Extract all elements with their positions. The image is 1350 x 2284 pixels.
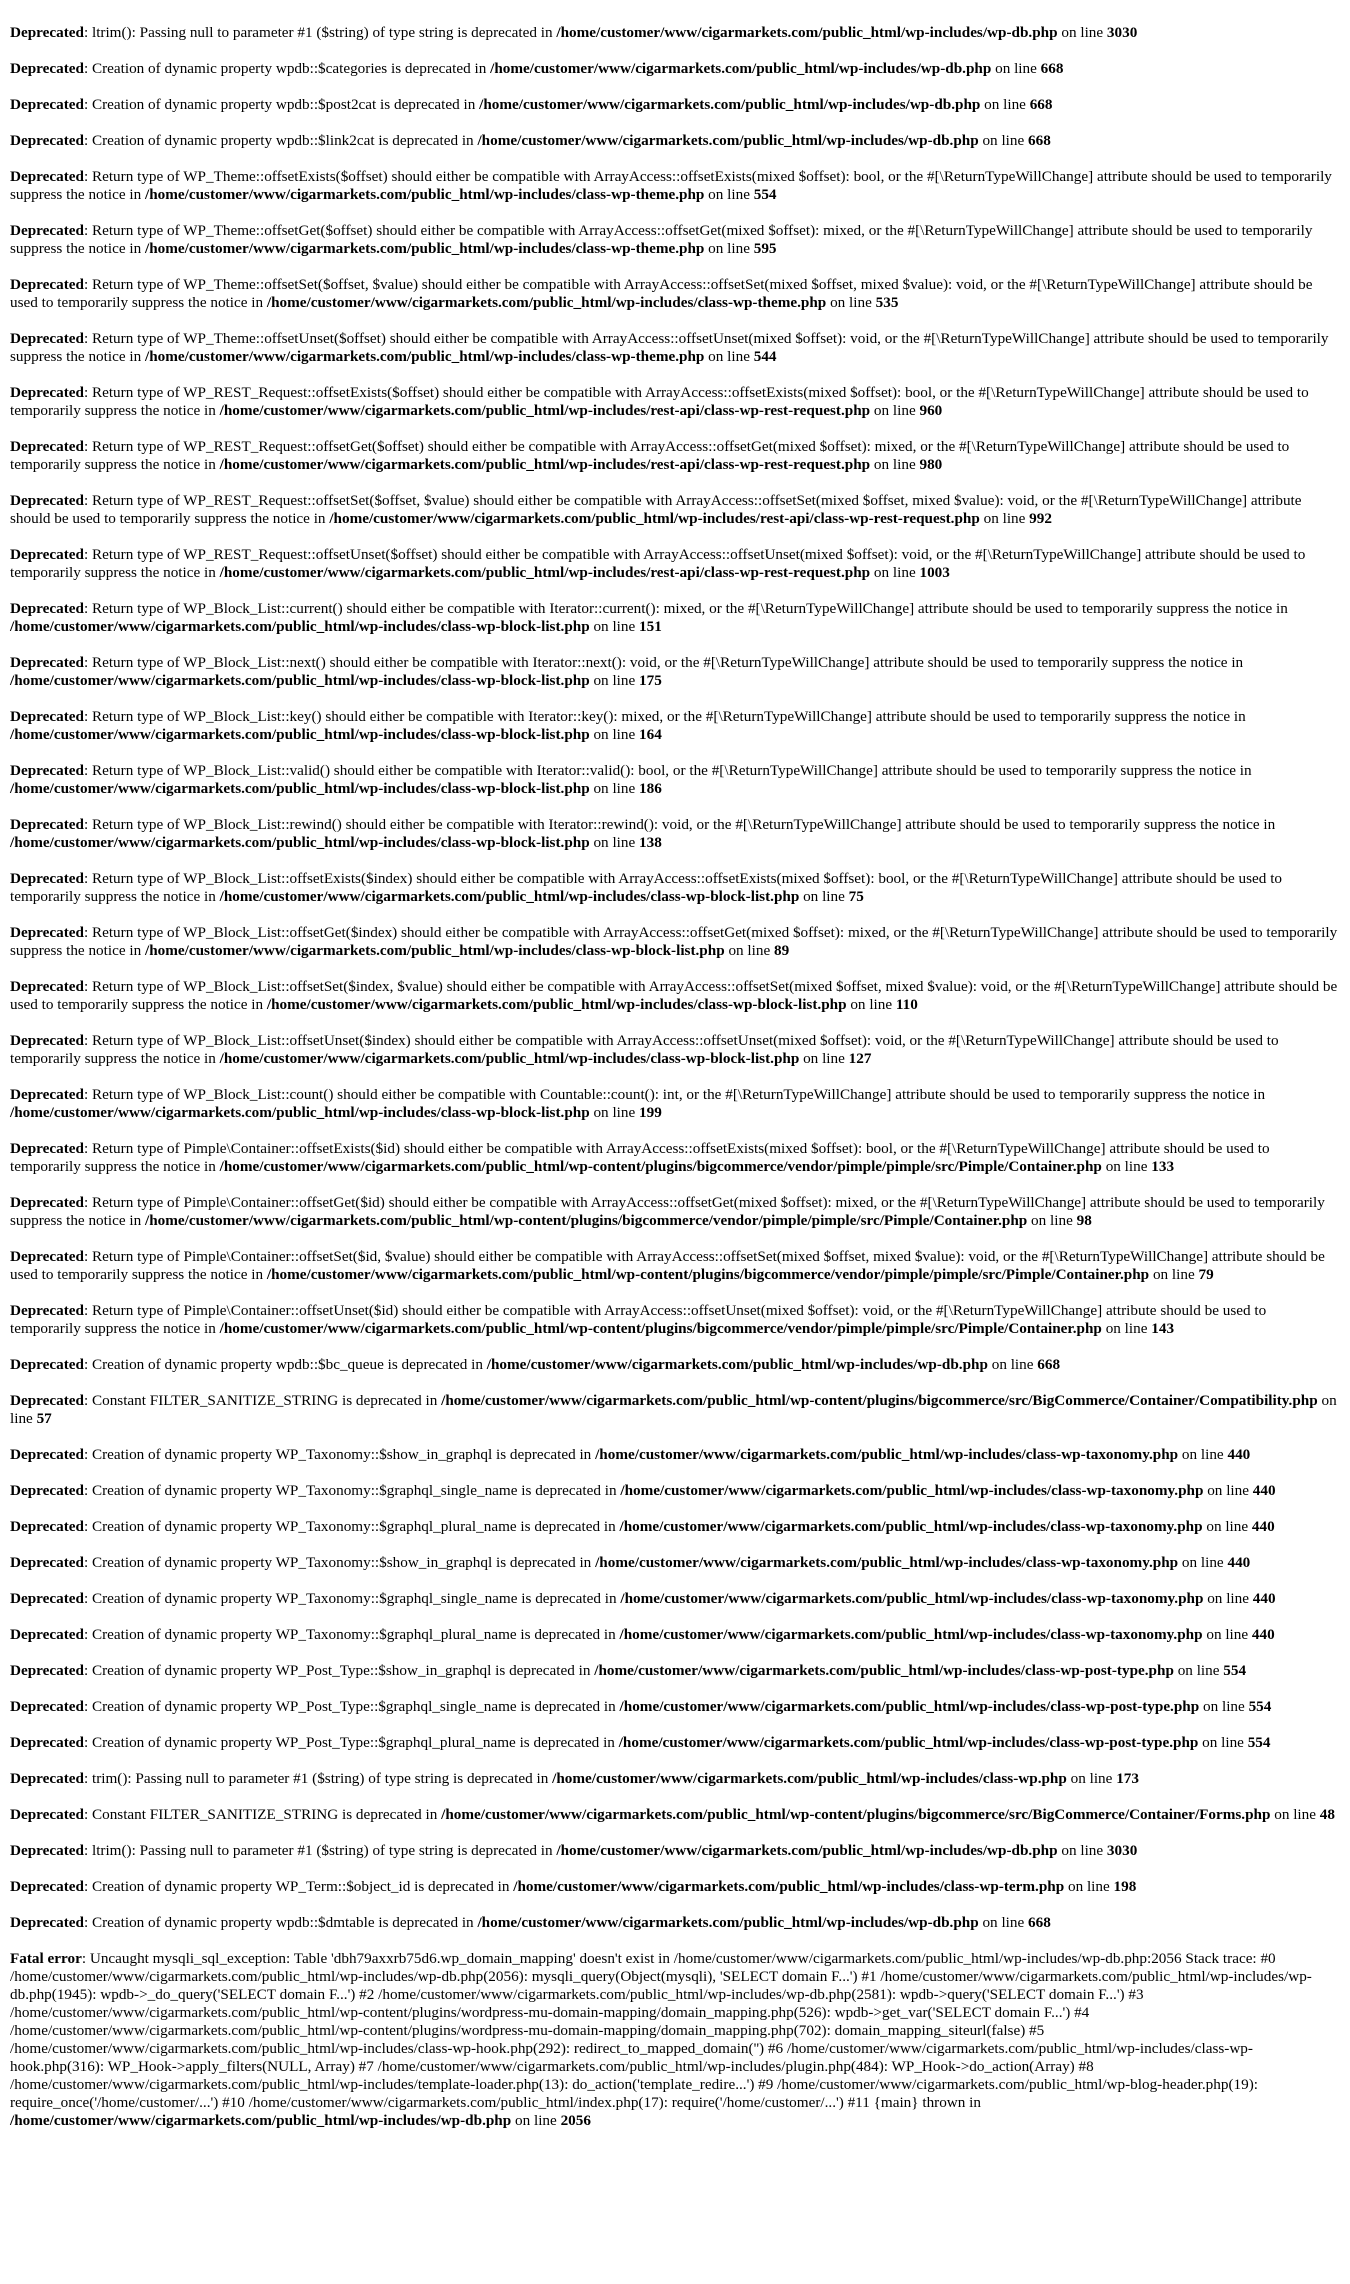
deprecated-message (10, 330, 1340, 366)
line-number: 992 (1029, 510, 1052, 527)
deprecated-message (10, 1194, 1340, 1230)
file-path: /home/customer/www/cigarmarkets.com/public_html/wp-includes/class-wp-block-list.php (10, 834, 590, 851)
on-line-text: on line (991, 1356, 1034, 1373)
deprecated-message (10, 924, 1340, 960)
file-path: /home/customer/www/cigarmarkets.com/public_html/wp-content/plugins/bigcommerce/vendor/pimple/pimple/src/Pimple/Container.php (219, 1320, 1102, 1337)
deprecated-message (10, 1662, 1340, 1680)
line-number: 133 (1151, 1158, 1175, 1175)
deprecated-message (10, 222, 1340, 258)
on-line-text: on line (593, 726, 636, 743)
line-number: 440 (1227, 1554, 1251, 1571)
deprecated-message (10, 1446, 1340, 1464)
line-number: 980 (919, 456, 943, 473)
message-text: : Return type of Pimple\Container::offsetExists($id) should either be compatible with ArrayAccess::offsetExists(mixed $offset): bool, or the #[\ReturnTypeWillChange] attribute should be used to temporarily suppress the notice in (10, 1140, 1270, 1175)
line-number: 440 (1251, 1518, 1275, 1535)
message-type-label: Deprecated (10, 96, 84, 113)
on-line-text: on line (515, 2112, 557, 2129)
file-path: /home/customer/www/cigarmarkets.com/public_html/wp-includes/wp-db.php (556, 24, 1058, 41)
file-path: /home/customer/www/cigarmarkets.com/public_html/wp-includes/class-wp-block-list.php (219, 1050, 800, 1067)
message-text: : Constant FILTER_SANITIZE_STRING is deprecated in (83, 1392, 442, 1409)
file-path: /home/customer/www/cigarmarkets.com/public_html/wp-includes/wp-db.php (477, 1914, 979, 1931)
message-text: : Return type of WP_Block_List::offsetSet($index, $value) should either be compatible with ArrayAccess::offsetSet(mixed $offset, mixed $value): void, or the #[\ReturnTypeWillChange] attribute should be used to temporarily suppress the notice in (10, 978, 1338, 1013)
file-path: /home/customer/www/cigarmarkets.com/public_html/wp-includes/wp-db.php (10, 2112, 512, 2129)
on-line-text: on line (1067, 1878, 1110, 1895)
line-number: 554 (1248, 1698, 1272, 1715)
on-line-text: on line (1061, 24, 1104, 41)
message-text: : Return type of WP_REST_Request::offsetSet($offset, $value) should either be compatible with ArrayAccess::offsetSet(mixed $offset, mixed $value): void, or the #[\ReturnTypeWillChange] attribute should be used to temporarily suppress the notice in (10, 492, 1302, 527)
on-line-text: on line (1274, 1806, 1316, 1823)
message-type-label: Deprecated (10, 708, 84, 725)
file-path: /home/customer/www/cigarmarkets.com/public_html/wp-includes/rest-api/class-wp-rest-request.php (219, 564, 871, 581)
deprecated-message (10, 816, 1340, 852)
line-number: 960 (919, 402, 943, 419)
deprecated-message (10, 1770, 1340, 1788)
message-type-label: Fatal error (10, 1950, 82, 1967)
line-number: 75 (848, 888, 864, 905)
on-line-text: on line (728, 942, 771, 959)
on-line-text: on line (708, 240, 750, 257)
file-path: /home/customer/www/cigarmarkets.com/public_html/wp-includes/class-wp-taxonomy.php (619, 1626, 1203, 1643)
file-path: /home/customer/www/cigarmarkets.com/public_html/wp-content/plugins/bigcommerce/vendor/pimple/pimple/src/Pimple/Container.php (266, 1266, 1150, 1283)
line-number: 175 (639, 672, 662, 689)
deprecated-message (10, 1392, 1340, 1428)
message-text: : Creation of dynamic property WP_Taxonomy::$graphql_single_name is deprecated in (83, 1590, 621, 1607)
file-path: /home/customer/www/cigarmarkets.com/public_html/wp-includes/class-wp-block-list.php (10, 672, 590, 689)
on-line-text: on line (593, 780, 636, 797)
deprecated-message (10, 1590, 1340, 1608)
file-path: /home/customer/www/cigarmarkets.com/public_html/wp-includes/class-wp.php (552, 1770, 1067, 1787)
message-text: : Return type of WP_Theme::offsetUnset($offset) should either be compatible with ArrayAccess::offsetUnset(mixed $offset): void, or the #[\ReturnTypeWillChange] attribute should be used to temporarily suppress the notice in (10, 330, 1329, 365)
deprecated-message (10, 708, 1340, 744)
message-type-label: Deprecated (10, 978, 84, 995)
on-line-text: on line (1105, 1158, 1148, 1175)
message-type-label: Deprecated (10, 438, 84, 455)
message-text: : Creation of dynamic property wpdb::$post2cat is deprecated in (83, 96, 480, 113)
file-path: /home/customer/www/cigarmarkets.com/public_html/wp-includes/class-wp-post-type.php (619, 1698, 1200, 1715)
line-number: 3030 (1106, 1842, 1138, 1859)
on-line-text: on line (10, 1392, 1337, 1427)
line-number: 186 (639, 780, 662, 797)
file-path: /home/customer/www/cigarmarkets.com/public_html/wp-includes/class-wp-theme.php (144, 348, 705, 365)
on-line-text: on line (995, 60, 1037, 77)
deprecated-message (10, 492, 1340, 528)
message-type-label: Deprecated (10, 1194, 84, 1211)
line-number: 535 (875, 294, 899, 311)
message-text: : Creation of dynamic property wpdb::$link2cat is deprecated in (83, 132, 478, 149)
line-number: 668 (1040, 60, 1064, 77)
deprecated-message (10, 762, 1340, 798)
on-line-text: on line (593, 672, 636, 689)
line-number: 110 (895, 996, 918, 1013)
on-line-text: on line (1181, 1554, 1224, 1571)
line-number: 668 (1029, 96, 1053, 113)
deprecated-message (10, 1914, 1340, 1932)
message-text: : Creation of dynamic property WP_Taxonomy::$graphql_plural_name is deprecated in (83, 1626, 620, 1643)
line-number: 199 (639, 1104, 662, 1121)
message-text: : Return type of WP_REST_Request::offsetUnset($offset) should either be compatible with ArrayAccess::offsetUnset(mixed $offset): void, or the #[\ReturnTypeWillChange] attribute should be used to temporarily suppress the notice in (10, 546, 1306, 581)
file-path: /home/customer/www/cigarmarkets.com/public_html/wp-includes/class-wp-theme.php (266, 294, 827, 311)
file-path: /home/customer/www/cigarmarkets.com/public_html/wp-includes/class-wp-term.php (513, 1878, 1065, 1895)
deprecated-message (10, 1302, 1340, 1338)
file-path: /home/customer/www/cigarmarkets.com/public_html/wp-content/plugins/bigcommerce/src/BigCommerce/Container/Compatibility.php (441, 1392, 1318, 1409)
message-type-label: Deprecated (10, 654, 84, 671)
file-path: /home/customer/www/cigarmarkets.com/public_html/wp-includes/class-wp-theme.php (144, 186, 705, 203)
on-line-text: on line (873, 456, 916, 473)
deprecated-message (10, 60, 1340, 78)
on-line-text: on line (873, 402, 916, 419)
line-number: 440 (1252, 1482, 1276, 1499)
line-number: 127 (848, 1050, 872, 1067)
message-type-label: Deprecated (10, 384, 84, 401)
line-number: 668 (1028, 132, 1051, 149)
message-text: : trim(): Passing null to parameter #1 ($string) of type string is deprecated in (83, 1770, 553, 1787)
message-type-label: Deprecated (10, 1734, 84, 1751)
deprecated-message (10, 1842, 1340, 1860)
message-type-label: Deprecated (10, 1302, 84, 1319)
on-line-text: on line (1203, 1698, 1245, 1715)
deprecated-message (10, 600, 1340, 636)
message-text: : Creation of dynamic property wpdb::$dmtable is deprecated in (83, 1914, 478, 1931)
deprecated-message (10, 96, 1340, 114)
on-line-text: on line (850, 996, 893, 1013)
message-type-label: Deprecated (10, 1356, 84, 1373)
deprecated-message (10, 1356, 1340, 1374)
on-line-text: on line (1152, 1266, 1195, 1283)
deprecated-message (10, 546, 1340, 582)
on-line-text: on line (1031, 1212, 1073, 1229)
line-number: 57 (36, 1410, 52, 1427)
fatal-error-message (10, 1950, 1340, 2130)
message-text: : Return type of WP_Theme::offsetSet($offset, $value) should either be compatible with ArrayAccess::offsetSet(mixed $offset, mixed $value): void, or the #[\ReturnTypeWillChange] attribute should be used to temporarily suppress the notice in (10, 276, 1313, 311)
deprecated-message (10, 1086, 1340, 1122)
message-text: : Creation of dynamic property WP_Post_Type::$show_in_graphql is deprecated in (83, 1662, 595, 1679)
file-path: /home/customer/www/cigarmarkets.com/public_html/wp-includes/class-wp-block-list.php (266, 996, 847, 1013)
file-path: /home/customer/www/cigarmarkets.com/public_html/wp-includes/class-wp-taxonomy.php (595, 1554, 1179, 1571)
deprecated-message (10, 1626, 1340, 1644)
message-type-label: Deprecated (10, 1248, 84, 1265)
on-line-text: on line (1207, 1590, 1249, 1607)
line-number: 198 (1113, 1878, 1137, 1895)
line-number: 143 (1151, 1320, 1175, 1337)
message-type-label: Deprecated (10, 1914, 84, 1931)
deprecated-message (10, 438, 1340, 474)
file-path: /home/customer/www/cigarmarkets.com/public_html/wp-includes/class-wp-block-list.php (10, 726, 590, 743)
deprecated-message (10, 276, 1340, 312)
message-text: : Return type of Pimple\Container::offsetUnset($id) should either be compatible with ArrayAccess::offsetUnset(mixed $offset): void, or the #[\ReturnTypeWillChange] attribute should be used to temporarily suppress the notice in (10, 1302, 1267, 1337)
line-number: 544 (753, 348, 777, 365)
line-number: 554 (1247, 1734, 1271, 1751)
file-path: /home/customer/www/cigarmarkets.com/public_html/wp-includes/class-wp-taxonomy.php (619, 1518, 1203, 1535)
on-line-text: on line (1105, 1320, 1148, 1337)
message-text: : Creation of dynamic property WP_Taxonomy::$show_in_graphql is deprecated in (83, 1554, 596, 1571)
on-line-text: on line (1206, 1518, 1249, 1535)
line-number: 164 (639, 726, 662, 743)
message-text: : Return type of WP_REST_Request::offsetExists($offset) should either be compatible with ArrayAccess::offsetExists(mixed $offset): bool, or the #[\ReturnTypeWillChange] attribute should be used to temporarily suppress the notice in (10, 384, 1309, 419)
on-line-text: on line (982, 132, 1025, 149)
message-type-label: Deprecated (10, 492, 84, 509)
deprecated-message (10, 1698, 1340, 1716)
message-type-label: Deprecated (10, 1554, 84, 1571)
on-line-text: on line (1202, 1734, 1244, 1751)
deprecated-message (10, 24, 1340, 42)
message-text: : Return type of WP_Block_List::offsetGet($index) should either be compatible with ArrayAccess::offsetGet(mixed $offset): mixed, or the #[\ReturnTypeWillChange] attribute should be used to temporarily suppress the notice in (10, 924, 1338, 959)
message-text: : Creation of dynamic property WP_Taxonomy::$graphql_single_name is deprecated in (83, 1482, 621, 1499)
on-line-text: on line (593, 1104, 636, 1121)
message-type-label: Deprecated (10, 60, 84, 77)
deprecated-message (10, 1806, 1340, 1824)
on-line-text: on line (1181, 1446, 1224, 1463)
file-path: /home/customer/www/cigarmarkets.com/public_html/wp-includes/rest-api/class-wp-rest-request.php (219, 456, 871, 473)
message-type-label: Deprecated (10, 1770, 84, 1787)
on-line-text: on line (982, 1914, 1025, 1931)
message-type-label: Deprecated (10, 1590, 84, 1607)
file-path: /home/customer/www/cigarmarkets.com/public_html/wp-includes/class-wp-block-list.php (219, 888, 800, 905)
on-line-text: on line (803, 888, 845, 905)
deprecated-message (10, 1032, 1340, 1068)
message-type-label: Deprecated (10, 924, 84, 941)
message-text: : ltrim(): Passing null to parameter #1 ($string) of type string is deprecated in (83, 1842, 557, 1859)
message-type-label: Deprecated (10, 1086, 84, 1103)
message-text: : Return type of WP_Theme::offsetExists($offset) should either be compatible with ArrayAccess::offsetExists(mixed $offset): bool, or the #[\ReturnTypeWillChange] attribute should be used to temporarily suppress the notice in (10, 168, 1332, 203)
message-type-label: Deprecated (10, 870, 84, 887)
file-path: /home/customer/www/cigarmarkets.com/public_html/wp-includes/class-wp-post-type.php (618, 1734, 1199, 1751)
message-type-label: Deprecated (10, 1662, 84, 1679)
message-type-label: Deprecated (10, 1878, 84, 1895)
message-text: : Return type of WP_Block_List::rewind() should either be compatible with Iterator::rewind(): void, or the #[\ReturnTypeWillChange] attribute should be used to temporarily suppress the notice in (83, 816, 1276, 833)
file-path: /home/customer/www/cigarmarkets.com/public_html/wp-includes/class-wp-block-list.php (10, 618, 590, 635)
message-text: : Creation of dynamic property wpdb::$categories is deprecated in (83, 60, 491, 77)
message-type-label: Deprecated (10, 276, 84, 293)
line-number: 554 (753, 186, 777, 203)
deprecated-message (10, 1140, 1340, 1176)
file-path: /home/customer/www/cigarmarkets.com/public_html/wp-includes/class-wp-post-type.php (594, 1662, 1174, 1679)
on-line-text: on line (983, 510, 1026, 527)
line-number: 138 (639, 834, 662, 851)
line-number: 668 (1037, 1356, 1061, 1373)
file-path: /home/customer/www/cigarmarkets.com/public_html/wp-includes/wp-db.php (490, 60, 992, 77)
message-type-label: Deprecated (10, 1392, 84, 1409)
file-path: /home/customer/www/cigarmarkets.com/public_html/wp-includes/class-wp-taxonomy.php (620, 1482, 1204, 1499)
message-type-label: Deprecated (10, 1806, 84, 1823)
file-path: /home/customer/www/cigarmarkets.com/public_html/wp-includes/rest-api/class-wp-rest-request.php (219, 402, 871, 419)
line-number: 151 (639, 618, 662, 635)
message-type-label: Deprecated (10, 1698, 84, 1715)
message-text: : Creation of dynamic property WP_Post_Type::$graphql_single_name is deprecated in (83, 1698, 620, 1715)
on-line-text: on line (1207, 1482, 1249, 1499)
message-text: : Creation of dynamic property WP_Term::$object_id is deprecated in (83, 1878, 514, 1895)
line-number: 48 (1319, 1806, 1335, 1823)
on-line-text: on line (593, 618, 636, 635)
message-text: : Return type of WP_Block_List::next() should either be compatible with Iterator::next(): void, or the #[\ReturnTypeWillChange] attribute should be used to temporarily suppress the notice in (83, 654, 1244, 671)
line-number: 440 (1251, 1626, 1275, 1643)
line-number: 440 (1252, 1590, 1276, 1607)
message-type-label: Deprecated (10, 1032, 84, 1049)
message-text: : Constant FILTER_SANITIZE_STRING is deprecated in (83, 1806, 442, 1823)
file-path: /home/customer/www/cigarmarkets.com/public_html/wp-includes/wp-db.php (477, 132, 979, 149)
deprecated-message (10, 1518, 1340, 1536)
line-number: 89 (774, 942, 790, 959)
on-line-text: on line (708, 348, 750, 365)
file-path: /home/customer/www/cigarmarkets.com/public_html/wp-includes/wp-db.php (556, 1842, 1058, 1859)
deprecated-message (10, 978, 1340, 1014)
line-number: 595 (753, 240, 777, 257)
message-type-label: Deprecated (10, 330, 84, 347)
message-text: : Return type of WP_Block_List::valid() should either be compatible with Iterator::valid(): bool, or the #[\ReturnTypeWillChange] attribute should be used to temporarily suppress the notice in (83, 762, 1252, 779)
message-text: : Return type of Pimple\Container::offsetSet($id, $value) should either be compatible with ArrayAccess::offsetSet(mixed $offset, mixed $value): void, or the #[\ReturnTypeWillChange] attribute should be used to temporarily suppress the notice in (10, 1248, 1325, 1283)
message-type-label: Deprecated (10, 600, 84, 617)
message-type-label: Deprecated (10, 132, 84, 149)
deprecated-message (10, 132, 1340, 150)
message-type-label: Deprecated (10, 222, 84, 239)
message-type-label: Deprecated (10, 816, 84, 833)
message-text: : Return type of WP_Block_List::offsetUnset($index) should either be compatible with ArrayAccess::offsetUnset(mixed $offset): void, or the #[\ReturnTypeWillChange] attribute should be used to temporarily suppress the notice in (10, 1032, 1279, 1067)
deprecated-message (10, 1734, 1340, 1752)
file-path: /home/customer/www/cigarmarkets.com/public_html/wp-includes/class-wp-taxonomy.php (620, 1590, 1204, 1607)
message-text: : Creation of dynamic property wpdb::$bc_queue is deprecated in (83, 1356, 487, 1373)
message-text: : Creation of dynamic property WP_Post_Type::$graphql_plural_name is deprecated in (83, 1734, 619, 1751)
message-type-label: Deprecated (10, 1626, 84, 1643)
on-line-text: on line (984, 96, 1026, 113)
on-line-text: on line (708, 186, 750, 203)
message-text: : Return type of Pimple\Container::offsetGet($id) should either be compatible with ArrayAccess::offsetGet(mixed $offset): mixed, or the #[\ReturnTypeWillChange] attribute should be used to temporarily suppress the notice in (10, 1194, 1325, 1229)
message-text: : Return type of WP_Theme::offsetGet($offset) should either be compatible with ArrayAccess::offsetGet(mixed $offset): mixed, or the #[\ReturnTypeWillChange] attribute should be used to temporarily suppress the notice in (10, 222, 1313, 257)
file-path: /home/customer/www/cigarmarkets.com/public_html/wp-content/plugins/bigcommerce/src/BigCommerce/Container/Forms.php (441, 1806, 1271, 1823)
line-number: 1003 (919, 564, 950, 581)
message-text: : Uncaught mysqli_sql_exception: Table 'dbh79axxrb75d6.wp_domain_mapping' doesn't exist in /home/customer/www/cigarmarkets.com/public_html/wp-includes/wp-db.php:2056 Stack trace: #0 /home/customer/www/cigarmarkets.com/public_html/wp-includes/wp-db.php(2056): mysqli_query(Object(mysqli), 'SELECT domain F...') #1 /home/customer/www/cigarmarkets.com/public_html/wp-includes/wp-db.php(1945): wpdb->_do_query('SELECT domain F...') #2 /home/customer/www/cigarmarkets.com/public_html/wp-includes/wp-db.php(2581): wpdb->query('SELECT domain F...') #3 /home/customer/www/cigarmarkets.com/public_html/wp-content/plugins/wordpress-mu-domain-mapping/domain_mapping.php(526): wpdb->get_var('SELECT domain F...') #4 /home/customer/www/cigarmarkets.com/public_html/wp-content/plugins/wordpress-mu-domain-mapping/domain_mapping.php(702): domain_mapping_siteurl(false) #5 /home/customer/www/cigarmarkets.com/public_html/wp-includes/class-wp-hook.php(292): redirect_to_mapped_domain('') #6 /home/customer/www/cigarmarkets.com/public_html/wp-includes/class-wp-hook.php(316): WP_Hook->apply_filters(NULL, Array) #7 /home/customer/www/cigarmarkets.com/public_html/wp-includes/plugin.php(484): WP_Hook->do_action(Array) #8 /home/customer/www/cigarmarkets.com/public_html/wp-includes/template-loader.php(13): do_action('template_redire...') #9 /home/customer/www/cigarmarkets.com/public_html/wp-blog-header.php(19): require_once('/home/customer/...') #10 /home/customer/www/cigarmarkets.com/public_html/index.php(17): require('/home/customer/...') #11 {main} thrown in (10, 1950, 1312, 2111)
on-line-text: on line (1061, 1842, 1104, 1859)
file-path: /home/customer/www/cigarmarkets.com/public_html/wp-includes/class-wp-theme.php (144, 240, 705, 257)
file-path: /home/customer/www/cigarmarkets.com/public_html/wp-includes/rest-api/class-wp-rest-request.php (329, 510, 980, 527)
line-number: 79 (1198, 1266, 1214, 1283)
file-path: /home/customer/www/cigarmarkets.com/public_html/wp-includes/class-wp-block-list.php (10, 780, 590, 797)
message-text: : Return type of WP_Block_List::offsetExists($index) should either be compatible with ArrayAccess::offsetExists(mixed $offset): bool, or the #[\ReturnTypeWillChange] attribute should be used to temporarily suppress the notice in (10, 870, 1283, 905)
message-type-label: Deprecated (10, 1842, 84, 1859)
message-type-label: Deprecated (10, 1518, 84, 1535)
message-type-label: Deprecated (10, 762, 84, 779)
on-line-text: on line (1070, 1770, 1113, 1787)
message-text: : Return type of WP_REST_Request::offsetGet($offset) should either be compatible with ArrayAccess::offsetGet(mixed $offset): mixed, or the #[\ReturnTypeWillChange] attribute should be used to temporarily suppress the notice in (10, 438, 1290, 473)
deprecated-message (10, 1482, 1340, 1500)
message-type-label: Deprecated (10, 168, 84, 185)
line-number: 440 (1227, 1446, 1251, 1463)
message-type-label: Deprecated (10, 1446, 84, 1463)
message-text: : Creation of dynamic property WP_Taxonomy::$show_in_graphql is deprecated in (83, 1446, 596, 1463)
deprecated-message (10, 168, 1340, 204)
file-path: /home/customer/www/cigarmarkets.com/public_html/wp-includes/class-wp-block-list.php (144, 942, 725, 959)
file-path: /home/customer/www/cigarmarkets.com/public_html/wp-includes/wp-db.php (486, 1356, 988, 1373)
on-line-text: on line (830, 294, 872, 311)
line-number: 2056 (560, 2112, 591, 2129)
line-number: 173 (1116, 1770, 1139, 1787)
message-text: : ltrim(): Passing null to parameter #1 ($string) of type string is deprecated in (83, 24, 557, 41)
file-path: /home/customer/www/cigarmarkets.com/public_html/wp-content/plugins/bigcommerce/vendor/pimple/pimple/src/Pimple/Container.php (144, 1212, 1028, 1229)
deprecated-message (10, 1878, 1340, 1896)
deprecated-message (10, 1248, 1340, 1284)
message-text: : Return type of WP_Block_List::key() should either be compatible with Iterator::key(): mixed, or the #[\ReturnTypeWillChange] attribute should be used to temporarily suppress the notice in (83, 708, 1246, 725)
line-number: 3030 (1106, 24, 1138, 41)
message-type-label: Deprecated (10, 1482, 84, 1499)
deprecated-message (10, 384, 1340, 420)
message-type-label: Deprecated (10, 24, 84, 41)
file-path: /home/customer/www/cigarmarkets.com/public_html/wp-content/plugins/bigcommerce/vendor/pimple/pimple/src/Pimple/Container.php (219, 1158, 1102, 1175)
message-type-label: Deprecated (10, 546, 84, 563)
message-text: : Return type of WP_Block_List::count() should either be compatible with Countable::count(): int, or the #[\ReturnTypeWillChange] attribute should be used to temporarily suppress the notice in (83, 1086, 1266, 1103)
on-line-text: on line (873, 564, 916, 581)
file-path: /home/customer/www/cigarmarkets.com/public_html/wp-includes/wp-db.php (479, 96, 981, 113)
deprecated-message (10, 1554, 1340, 1572)
on-line-text: on line (593, 834, 636, 851)
line-number: 98 (1076, 1212, 1092, 1229)
line-number: 554 (1223, 1662, 1247, 1679)
deprecated-message (10, 870, 1340, 906)
file-path: /home/customer/www/cigarmarkets.com/public_html/wp-includes/class-wp-block-list.php (10, 1104, 590, 1121)
line-number: 668 (1028, 1914, 1051, 1931)
message-text: : Return type of WP_Block_List::current() should either be compatible with Iterator::current(): mixed, or the #[\ReturnTypeWillChange] attribute should be used to temporarily suppress the notice in (83, 600, 1288, 617)
message-text: : Creation of dynamic property WP_Taxonomy::$graphql_plural_name is deprecated in (83, 1518, 620, 1535)
on-line-text: on line (803, 1050, 845, 1067)
on-line-text: on line (1177, 1662, 1220, 1679)
file-path: /home/customer/www/cigarmarkets.com/public_html/wp-includes/class-wp-taxonomy.php (595, 1446, 1179, 1463)
message-type-label: Deprecated (10, 1140, 84, 1157)
deprecated-message (10, 654, 1340, 690)
on-line-text: on line (1206, 1626, 1249, 1643)
